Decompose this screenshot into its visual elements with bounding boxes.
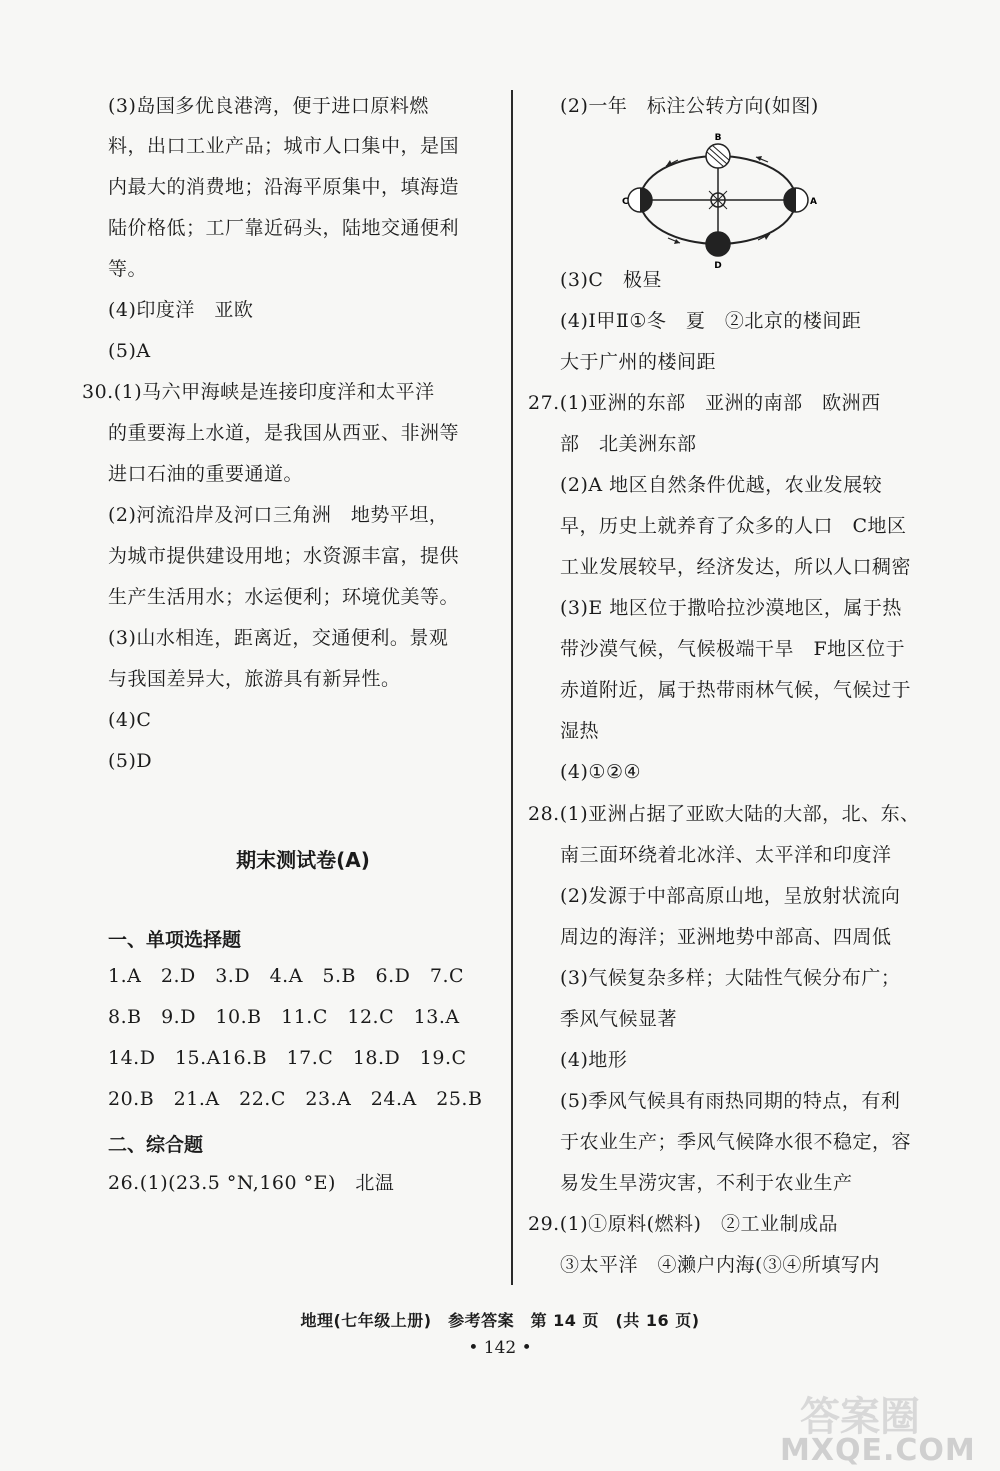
text-line: (3)E 地区位于撒哈拉沙漠地区，属于热 — [560, 597, 902, 619]
text-line: 工业发展较早，经济发达，所以人口稠密 — [560, 556, 912, 578]
text-line: 内最大的消费地；沿海平原集中，填海造 — [108, 176, 460, 198]
text-line: (3)气候复杂多样；大陆性气候分布广； — [560, 967, 901, 989]
question-start-30: 30.(1)马六甲海峡是连接印度洋和太平洋 — [82, 381, 435, 403]
text-line: (2)一年 标注公转方向(如图) — [560, 95, 819, 117]
text-line: (3)岛国多优良港湾，便于进口原料燃 — [108, 95, 429, 117]
text-line: 于农业生产；季风气候降水很不稳定，容 — [560, 1131, 912, 1153]
text-line: (4)地形 — [560, 1049, 628, 1071]
label-d: D — [714, 261, 722, 271]
watermark-logo — [770, 1385, 1000, 1471]
text-line: ③太平洋 ④濑户内海(③④所填写内 — [560, 1254, 880, 1276]
label-b: B — [714, 133, 722, 143]
question-start-28: 28.(1)亚洲占据了亚欧大陆的大部，北、东、 — [528, 803, 920, 825]
text-line: (2)河流沿岸及河口三角洲 地势平坦， — [108, 504, 449, 526]
text-line: 部 北美洲东部 — [560, 433, 697, 455]
answer-row: 1.A 2.D 3.D 4.A 5.B 6.D 7.C — [108, 965, 465, 987]
answer-row: 20.B 21.A 22.C 23.A 24.A 25.B — [108, 1088, 483, 1110]
text-line: 早，历史上就养育了众多的人口 C地区 — [560, 515, 907, 537]
text-line: (4)①②④ — [560, 761, 642, 783]
text-line: 进口石油的重要通道。 — [108, 463, 304, 485]
section-heading-comprehensive: 二、综合题 — [108, 1134, 204, 1156]
label-a: A — [810, 197, 817, 207]
watermark-cn: 答案圈 — [800, 1394, 920, 1440]
page-number: • 142 • — [468, 1338, 532, 1358]
text-line: (2)发源于中部高原山地，呈放射状流向 — [560, 885, 901, 907]
text-line: (2)A 地区自然条件优越，农业发展较 — [560, 474, 883, 496]
text-line: (3)C 极昼 — [560, 269, 662, 291]
text-line: 赤道附近，属于热带雨林气候，气候过于 — [560, 679, 912, 701]
label-c: C — [622, 197, 629, 207]
text-line: 料，出口工业产品；城市人口集中，是国 — [108, 135, 460, 157]
text-line: (4)印度洋 亚欧 — [108, 299, 254, 321]
answer-row: 8.B 9.D 10.B 11.C 12.C 13.A — [108, 1006, 460, 1028]
text-line: 周边的海洋；亚洲地势中部高、四周低 — [560, 926, 892, 948]
text-line: 季风气候显著 — [560, 1008, 678, 1030]
text-line: 的重要海上水道，是我国从西亚、非洲等 — [108, 422, 460, 444]
question-start-29: 29.(1)①原料(燃料) ②工业制成品 — [528, 1213, 838, 1235]
text-line: 大于广州的楼间距 — [560, 351, 717, 373]
column-divider — [511, 90, 513, 1285]
question-26-line: 26.(1)(23.5 °N,160 °E) 北温 — [108, 1172, 395, 1194]
text-line: (5)季风气候具有雨热同期的特点，有利 — [560, 1090, 901, 1112]
text-line: 陆价格低；工厂靠近码头，陆地交通便利 — [108, 217, 460, 239]
earth-revolution-diagram — [618, 132, 818, 272]
text-line: 南三面环绕着北冰洋、太平洋和印度洋 — [560, 844, 892, 866]
watermark-url: MXQE.COM — [780, 1433, 976, 1468]
text-line: 与我国差异大，旅游具有新异性。 — [108, 668, 401, 690]
text-line: 生产生活用水；水运便利；环境优美等。 — [108, 586, 460, 608]
text-line: 湿热 — [560, 720, 600, 742]
exam-title: 期末测试卷(A) — [236, 848, 370, 872]
question-start-27: 27.(1)亚洲的东部 亚洲的南部 欧洲西 — [528, 392, 881, 414]
text-line: 带沙漠气候，气候极端干旱 F地区位于 — [560, 638, 906, 660]
section-heading-choice: 一、单项选择题 — [108, 929, 242, 951]
page-footer: 地理(七年级上册) 参考答案 第 14 页 (共 16 页) — [300, 1311, 700, 1330]
text-line: 为城市提供建设用地；水资源丰富，提供 — [108, 545, 460, 567]
text-line: 等。 — [108, 258, 148, 280]
text-line: (4)C — [108, 709, 152, 731]
text-line: (5)D — [108, 750, 153, 772]
answer-row: 14.D 15.A16.B 17.C 18.D 19.C — [108, 1047, 467, 1069]
text-line: 易发生旱涝灾害，不利于农业生产 — [560, 1172, 853, 1194]
text-line: (3)山水相连，距离近，交通便利。景观 — [108, 627, 449, 649]
text-line: (4)Ⅰ甲Ⅱ①冬 夏 ②北京的楼间距 — [560, 310, 862, 332]
text-line: (5)A — [108, 340, 151, 362]
